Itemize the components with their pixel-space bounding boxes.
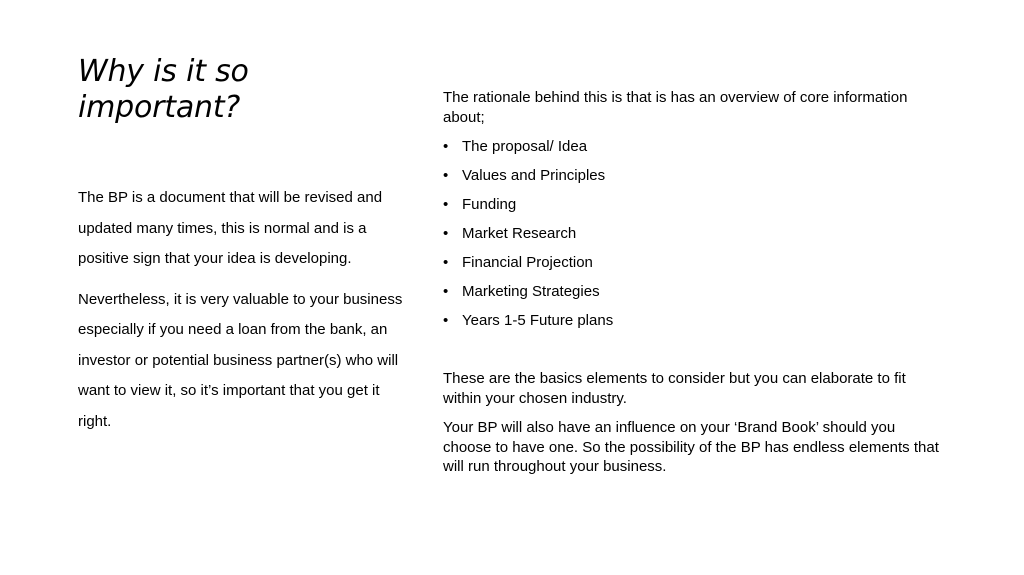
list-item [443,166,943,186]
bullet-dot-icon: • [443,138,449,155]
bullet-label: Funding [462,196,517,213]
bullet-label: Values and Principles [462,167,606,184]
bullet-list [443,137,943,331]
list-item [443,224,943,244]
left-text-column [78,183,403,447]
bullet-dot-icon: • [443,225,449,242]
bullet-dot-icon: • [443,167,449,184]
bullet-label: Marketing Strategies [462,283,600,300]
bullet-dot-icon: • [443,312,449,329]
list-item [443,282,943,302]
slide-title-line-1: Why is it so [78,54,249,89]
bullet-label: Financial Projection [462,254,593,271]
right-text-column [443,88,943,477]
bullet-dot-icon: • [443,196,449,213]
spacer [443,340,943,369]
list-item [443,137,943,157]
slide-title-line-2: important? [78,90,241,125]
bullet-label: The proposal/ Idea [462,138,588,155]
bullet-dot-icon: • [443,254,449,271]
bullet-label: Years 1-5 Future plans [462,312,614,329]
right-paragraph-2: Your BP will also have an influence on your ‘Brand Book’ should you choose to have one. So the possibility of the BP has endless elements that will run throughout your business. [443,419,939,475]
left-paragraph-2: Nevertheless, it is very valuable to your business especially if you need a loan from the bank, an investor or potential business partner(s) who will want to view it, so it’s important that you get it right. [78,290,403,430]
right-intro-paragraph: The rationale behind this is that is has an overview of core information about; [443,89,908,126]
bullet-dot-icon: • [443,283,449,300]
list-item [443,253,943,273]
slide-title [78,54,408,126]
left-paragraph-1: The BP is a document that will be revised and updated many times, this is normal and is a positive sign that your idea is developing. [78,189,383,267]
list-item [443,195,943,215]
right-paragraph-1: These are the basics elements to consider but you can elaborate to fit within your chosen industry. [443,370,906,407]
bullet-label: Market Research [462,225,577,242]
list-item [443,311,943,331]
